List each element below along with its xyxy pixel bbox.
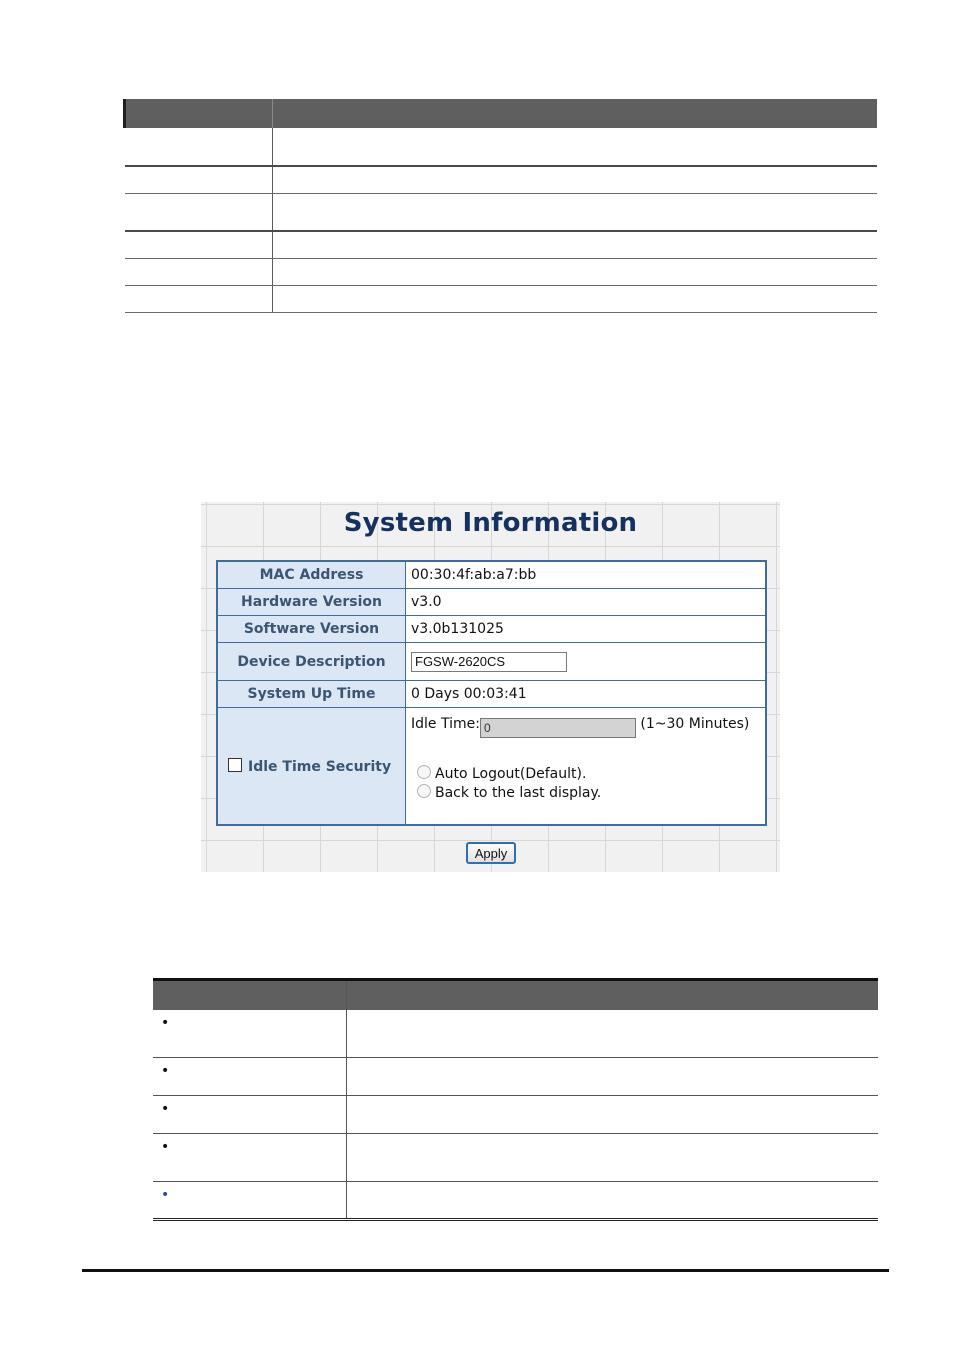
- system-up-time-label: System Up Time: [217, 681, 406, 708]
- idle-time-security-row: [217, 708, 766, 826]
- hardware-version-label: Hardware Version: [217, 589, 406, 616]
- system-info-table: [216, 560, 767, 826]
- bullet-icon: •: [161, 1062, 170, 1079]
- hardware-version-value: v3.0: [406, 589, 767, 616]
- bullet-icon: •: [161, 1186, 170, 1203]
- back-to-last-display-label: Back to the last display.: [435, 785, 602, 801]
- top-parameter-table: [123, 99, 877, 313]
- software-version-label: Software Version: [217, 616, 406, 643]
- table-row: [153, 1010, 878, 1057]
- footer-rule: [82, 1269, 889, 1272]
- table-row: [125, 231, 878, 258]
- bottom-object-table: [153, 978, 878, 1221]
- bullet-icon: •: [161, 1100, 170, 1117]
- back-to-last-display-radio[interactable]: [417, 784, 431, 798]
- auto-logout-label: Auto Logout(Default).: [435, 766, 587, 782]
- top-table-header-cell: [273, 99, 878, 128]
- idle-time-security-cell: [217, 708, 406, 826]
- table-row: [153, 1181, 878, 1219]
- bottom-table-header-cell: [347, 980, 879, 1011]
- back-to-last-display-option[interactable]: [417, 784, 760, 803]
- table-row: [153, 1133, 878, 1181]
- device-description-row: [217, 643, 766, 681]
- hardware-version-row: [217, 589, 766, 616]
- idle-time-label: Idle Time:: [411, 716, 480, 732]
- software-version-value: v3.0b131025: [406, 616, 767, 643]
- idle-time-settings: [406, 708, 767, 826]
- system-up-time-row: [217, 681, 766, 708]
- device-description-label: Device Description: [217, 643, 406, 681]
- idle-time-security-checkbox[interactable]: [228, 758, 242, 772]
- table-row: [125, 285, 878, 312]
- bottom-table-header: [153, 980, 878, 1011]
- top-table-header: [125, 99, 878, 128]
- auto-logout-radio[interactable]: [417, 765, 431, 779]
- table-row: [153, 1057, 878, 1095]
- mac-address-row: [217, 561, 766, 589]
- table-row: [125, 166, 878, 193]
- device-description-input[interactable]: [411, 652, 567, 672]
- mac-address-value: 00:30:4f:ab:a7:bb: [406, 561, 767, 589]
- idle-time-input[interactable]: 0: [480, 718, 636, 738]
- top-table-header-cell: [125, 99, 273, 128]
- table-row: [125, 128, 878, 166]
- panel-title: System Information: [343, 508, 638, 538]
- idle-time-security-label: Idle Time Security: [248, 758, 392, 775]
- idle-time-line: [411, 715, 760, 738]
- system-up-time-value: 0 Days 00:03:41: [406, 681, 767, 708]
- apply-button[interactable]: Apply: [466, 842, 516, 864]
- mac-address-label: MAC Address: [217, 561, 406, 589]
- system-information-panel: [201, 502, 780, 872]
- bullet-icon: •: [161, 1015, 170, 1031]
- auto-logout-option[interactable]: [417, 765, 760, 784]
- bottom-table-header-cell: [153, 980, 347, 1011]
- bullet-icon: •: [161, 1138, 170, 1155]
- table-row: [125, 193, 878, 231]
- table-row: [125, 258, 878, 285]
- idle-time-range: (1~30 Minutes): [640, 716, 750, 732]
- software-version-row: [217, 616, 766, 643]
- table-row: [153, 1095, 878, 1133]
